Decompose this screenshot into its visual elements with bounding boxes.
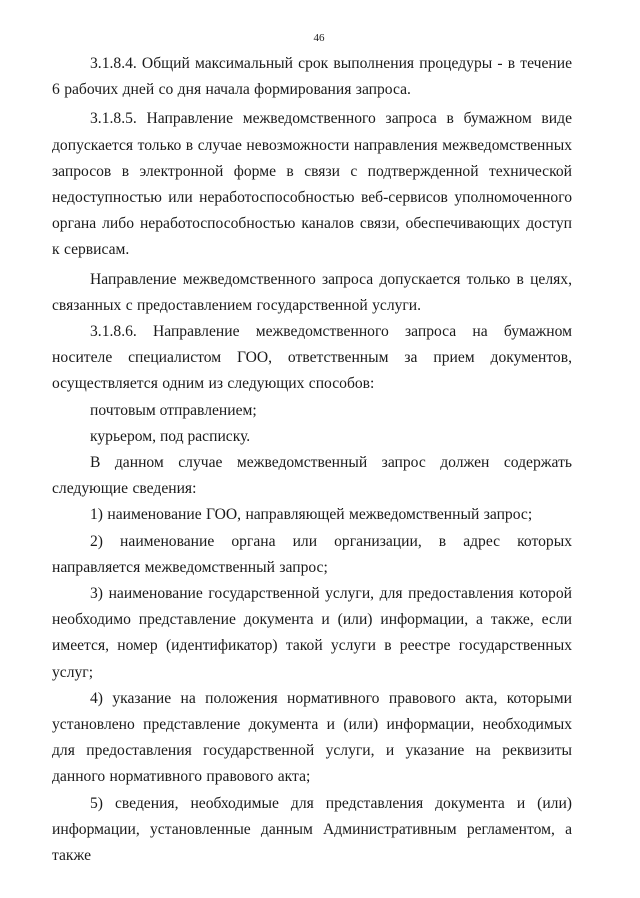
paragraph-3-1-8-4: 3.1.8.4. Общий максимальный срок выполнения процедуры - в течение 6 рабочих дней со дня начала формирования запроса. <box>52 55 572 99</box>
list-item-mail: почтовым отправлением; <box>90 401 257 419</box>
list-item-courier: курьером, под расписку. <box>90 427 251 445</box>
list-item-3: 3) наименование государственной услуги, для предоставления которой необходимо представление документа и (или) информации, а также, если имеется, номер (идентификатор) такой услуги в реестре государственных услуг; <box>52 585 572 681</box>
page-number: 46 <box>313 32 325 44</box>
paragraph-required-info: В данном случае межведомственный запрос должен содержать следующие сведения: <box>52 454 572 498</box>
list-item-5: 5) сведения, необходимые для представления документа и (или) информации, установленные данным Административным регламентом, а также <box>52 794 572 865</box>
list-item-1: 1) наименование ГОО, направляющей межведомственный запрос; <box>90 506 533 524</box>
paragraph-3-1-8-5: 3.1.8.5. Направление межведомственного запроса в бумажном виде допускается только в случае невозможности направления межведомственных запросов в электронной форме в связи с подтвержденной технической недоступностью или неработоспособностью веб-сервисов уполномоченного органа либо неработоспособностью каналов связи, обеспечивающих доступ к сервисам. <box>52 110 572 259</box>
scan-smudge <box>500 827 530 836</box>
list-item-2: 2) наименование органа или организации, в адрес которых направляется межведомственный запрос; <box>52 532 572 576</box>
list-item-4: 4) указание на положения нормативного правового акта, которыми установлено представление документа и (или) информации, необходимых для предоставления государственной услуги, и указание на реквизиты данного нормативного правового акта; <box>52 689 572 786</box>
paragraph-purpose: Направление межведомственного запроса допускается только в целях, связанных с предоставлением государственной услуги. <box>52 270 572 314</box>
paragraph-3-1-8-6: 3.1.8.6. Направление межведомственного запроса на бумажном носителе специалистом ГОО, ответственным за прием документов, осуществляется одним из следующих способов: <box>52 323 572 393</box>
